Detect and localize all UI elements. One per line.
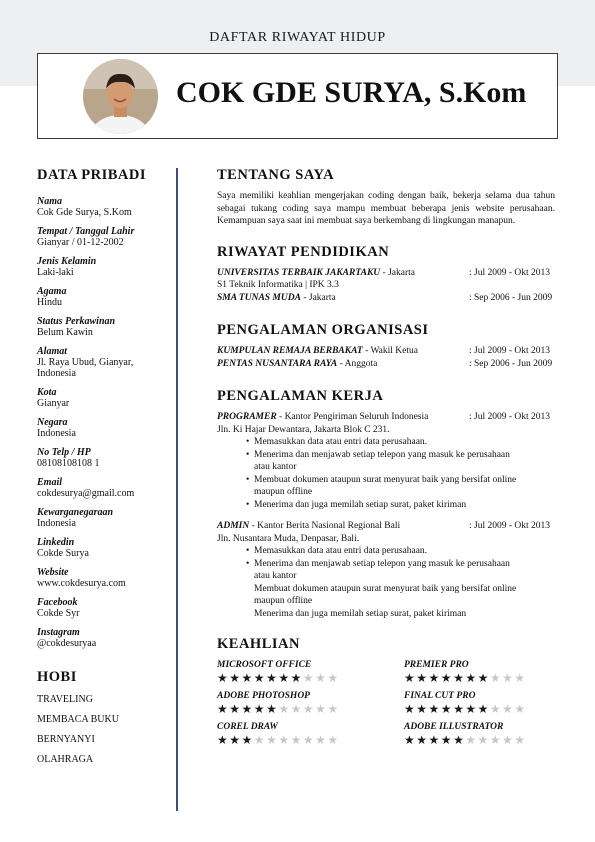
star-empty-icon: ★: [514, 733, 527, 747]
field-value: www.cokdesurya.com: [37, 578, 126, 589]
personal-field: [37, 537, 173, 559]
hobby-item: MEMBACA BUKU: [37, 714, 119, 725]
education-item-title: [217, 267, 415, 280]
field-value: Indonesia: [37, 368, 76, 379]
field-value: Gianyar / 01-12-2002: [37, 237, 124, 248]
personal-heading: DATA PRIBADI: [37, 167, 146, 183]
hobby-item: OLAHRAGA: [37, 754, 94, 765]
personal-field: [37, 627, 173, 649]
work-list: [217, 411, 555, 620]
star-filled-icon: ★: [453, 702, 466, 716]
hobby-item: TRAVELING: [37, 694, 93, 705]
skill-name: ADOBE PHOTOSHOP: [217, 691, 310, 701]
about-heading: TENTANG SAYA: [217, 167, 335, 183]
star-filled-icon: ★: [465, 702, 478, 716]
job-duty: Membuat dokumen ataupun surat menyurat baik yang bersifat online: [254, 583, 517, 594]
job-item: [217, 411, 555, 424]
star-empty-icon: ★: [327, 702, 340, 716]
personal-field: [37, 196, 173, 218]
skill-item: [217, 721, 377, 747]
job-item-title: [217, 411, 428, 424]
job-duty: • Menerima dan juga memilah setiap surat, paket kiriman: [254, 499, 555, 512]
job-duty: • Memasukkan data atau entri data perusahaan.: [254, 545, 555, 558]
skill-name: MICROSOFT OFFICE: [217, 660, 312, 670]
job-duty: • Memasukkan data atau entri data perusahaan.: [254, 436, 555, 449]
education-item-detail: - Jakarta: [300, 292, 336, 303]
skill-name: COREL DRAW: [217, 722, 278, 732]
right-column: [217, 167, 555, 749]
education-item-period: : Jul 2009 - Okt 2013: [469, 267, 551, 278]
skill-rating: [217, 671, 377, 685]
star-filled-icon: ★: [241, 702, 254, 716]
star-filled-icon: ★: [428, 671, 441, 685]
job-duties: [217, 436, 555, 511]
star-empty-icon: ★: [278, 702, 291, 716]
skill-rating: [217, 702, 377, 716]
star-filled-icon: ★: [241, 733, 254, 747]
star-filled-icon: ★: [404, 671, 417, 685]
organization-item: [217, 345, 555, 358]
job-item-title: [217, 520, 400, 533]
education-item: [217, 267, 555, 280]
personal-fields: [37, 196, 173, 649]
skill-item: [217, 690, 377, 716]
job-duty: • Membuat dokumen ataupun surat menyurat baik yang bersifat online: [254, 474, 555, 487]
organization-item-name: PENTAS NUSANTARA RAYA: [217, 358, 338, 369]
star-empty-icon: ★: [327, 671, 340, 685]
star-filled-icon: ★: [253, 702, 267, 716]
field-value: Jl. Raya Ubud, Gianyar,: [37, 357, 134, 368]
personal-field: [37, 507, 173, 529]
star-empty-icon: ★: [266, 733, 279, 747]
organization-item-period: : Sep 2006 - Jun 2009: [469, 358, 553, 369]
field-label: Kota: [37, 387, 57, 398]
personal-field: [37, 477, 173, 499]
star-filled-icon: ★: [477, 702, 490, 716]
about-text: Saya memiliki keahlian mengerjakan coding dengan baik, bekerja selama dua tahun sebagai tukang coding saya mampu membuat beberapa jenis website perusahaan. Kemampuan saya saat ini membuat saya berkembang di lingkungan manapun.: [217, 191, 555, 226]
star-filled-icon: ★: [253, 671, 267, 685]
skill-item: [404, 659, 564, 685]
job-item: [217, 520, 555, 533]
field-label: Linkedin: [37, 537, 75, 548]
field-label: No Telp / HP: [37, 447, 91, 458]
organization-item-title: [217, 345, 418, 358]
profile-photo: [83, 59, 158, 134]
field-label: Negara: [37, 417, 68, 428]
personal-field: [37, 316, 173, 338]
field-label: Nama: [37, 196, 62, 207]
work-heading: PENGALAMAN KERJA: [217, 388, 384, 404]
job-item-detail: - Kantor Berita Nasional Regional Bali: [249, 521, 401, 531]
star-empty-icon: ★: [253, 733, 267, 747]
organization-item-detail: - Wakil Ketua: [362, 346, 418, 356]
job-entry: [217, 520, 555, 620]
skill-item: [404, 690, 564, 716]
skill-rating: [404, 671, 564, 685]
job-duty: • Menerima dan menjawab setiap telepon yang masuk ke perusahaan: [254, 449, 555, 462]
star-filled-icon: ★: [217, 702, 230, 716]
field-label: Email: [37, 477, 63, 488]
star-filled-icon: ★: [217, 733, 230, 747]
personal-field: [37, 597, 173, 619]
star-empty-icon: ★: [502, 671, 515, 685]
field-label: Instagram: [37, 627, 80, 638]
left-column: [37, 167, 173, 765]
personal-field: [37, 567, 173, 589]
job-item-name: ADMIN: [217, 521, 250, 531]
star-filled-icon: ★: [241, 671, 254, 685]
organization-list: [217, 345, 555, 370]
personal-field: [37, 346, 173, 379]
education-item: [217, 292, 555, 305]
organization-item-period: : Jul 2009 - Okt 2013: [469, 346, 551, 356]
star-empty-icon: ★: [290, 733, 303, 747]
education-detail: S1 Teknik Informatika | IPK 3.3: [217, 280, 339, 290]
job-item-period: : Jul 2009 - Okt 2013: [469, 412, 551, 422]
star-empty-icon: ★: [315, 671, 328, 685]
star-filled-icon: ★: [416, 671, 429, 685]
star-filled-icon: ★: [440, 702, 454, 716]
star-empty-icon: ★: [290, 702, 303, 716]
job-item-detail: - Kantor Pengiriman Seluruh Indonesia: [276, 412, 429, 422]
job-duty: Menerima dan juga memilah setiap surat, paket kiriman: [254, 608, 467, 619]
star-empty-icon: ★: [514, 671, 527, 685]
star-empty-icon: ★: [302, 702, 316, 716]
document-title: DAFTAR RIWAYAT HIDUP: [209, 30, 386, 45]
education-list: [217, 267, 555, 305]
personal-field: [37, 387, 173, 409]
star-empty-icon: ★: [514, 702, 527, 716]
field-value: Laki-laki: [37, 267, 74, 278]
field-label: Facebook: [37, 597, 78, 608]
star-filled-icon: ★: [404, 733, 417, 747]
education-item-detail: - Jakarta: [380, 267, 415, 278]
skill-rating: [404, 733, 564, 747]
star-filled-icon: ★: [290, 671, 303, 685]
star-filled-icon: ★: [477, 671, 490, 685]
field-label: Tempat / Tanggal Lahir: [37, 226, 135, 237]
personal-field: [37, 417, 173, 439]
job-duty: maupun offline: [254, 487, 313, 497]
full-name: COK GDE SURYA, S.Kom: [176, 76, 527, 109]
star-filled-icon: ★: [217, 671, 230, 685]
star-filled-icon: ★: [229, 671, 242, 685]
star-filled-icon: ★: [416, 702, 429, 716]
education-item-name: UNIVERSITAS TERBAIK JAKARTAKU: [217, 267, 381, 278]
hobby-item: BERNYANYI: [37, 734, 95, 745]
job-duty: atau kantor: [254, 462, 297, 472]
star-empty-icon: ★: [489, 671, 503, 685]
education-heading: RIWAYAT PENDIDIKAN: [217, 243, 390, 260]
personal-field: [37, 447, 173, 469]
skills-heading: KEAHLIAN: [217, 636, 300, 652]
star-empty-icon: ★: [315, 733, 328, 747]
star-filled-icon: ★: [440, 733, 454, 747]
column-divider: [176, 168, 178, 811]
field-value: Belum Kawin: [37, 327, 93, 338]
field-value: cokdesurya@gmail.com: [37, 488, 135, 499]
job-entry: [217, 411, 555, 511]
field-value: Gianyar: [37, 398, 70, 409]
field-value: Indonesia: [37, 428, 76, 439]
star-empty-icon: ★: [489, 702, 503, 716]
star-filled-icon: ★: [453, 733, 466, 747]
field-label: Status Perkawinan: [37, 316, 116, 327]
job-duty: maupun offline: [254, 596, 313, 606]
star-empty-icon: ★: [477, 733, 490, 747]
star-empty-icon: ★: [315, 702, 328, 716]
star-empty-icon: ★: [278, 733, 291, 747]
star-filled-icon: ★: [266, 671, 279, 685]
skill-name: PREMIER PRO: [404, 660, 469, 670]
field-value: 08108108108 1: [37, 458, 100, 469]
personal-field: [37, 226, 173, 248]
education-item-name: SMA TUNAS MUDA: [217, 292, 301, 303]
star-filled-icon: ★: [278, 671, 291, 685]
hobby-heading: HOBI: [37, 669, 77, 685]
organization-item-detail: - Anggota: [337, 358, 378, 369]
field-value: Cokde Surya: [37, 548, 89, 559]
star-filled-icon: ★: [229, 733, 242, 747]
field-value: Cokde Syr: [37, 608, 80, 619]
job-item-name: PROGRAMER: [217, 412, 277, 422]
skill-rating: [404, 702, 564, 716]
star-empty-icon: ★: [489, 733, 503, 747]
star-empty-icon: ★: [327, 733, 340, 747]
star-empty-icon: ★: [302, 733, 316, 747]
organization-item-title: [217, 358, 377, 371]
organization-item: [217, 358, 555, 371]
job-duty: • Menerima dan menjawab setiap telepon yang masuk ke perusahaan: [254, 558, 555, 571]
star-filled-icon: ★: [428, 702, 441, 716]
field-value: Cok Gde Surya, S.Kom: [37, 207, 132, 218]
field-value: @cokdesuryaa: [37, 638, 97, 649]
star-empty-icon: ★: [465, 733, 478, 747]
star-filled-icon: ★: [229, 702, 242, 716]
job-address: Jln. Ki Hajar Dewantara, Jakarta Blok C 231.: [217, 424, 390, 435]
skill-rating: [217, 733, 377, 747]
field-value: Hindu: [37, 297, 62, 308]
star-empty-icon: ★: [502, 733, 515, 747]
star-filled-icon: ★: [453, 671, 466, 685]
job-duty: atau kantor: [254, 571, 297, 581]
job-item-period: : Jul 2009 - Okt 2013: [469, 521, 551, 531]
field-label: Agama: [37, 286, 67, 297]
field-label: Website: [37, 567, 69, 578]
skills-grid: [217, 659, 555, 749]
star-empty-icon: ★: [502, 702, 515, 716]
personal-field: [37, 256, 173, 278]
field-label: Alamat: [37, 346, 68, 357]
personal-field: [37, 286, 173, 308]
field-label: Kewarganegaraan: [37, 507, 114, 518]
skill-item: [217, 659, 377, 685]
star-empty-icon: ★: [302, 671, 316, 685]
field-label: Jenis Kelamin: [37, 256, 97, 267]
name-banner: [37, 53, 558, 139]
job-duties: [217, 545, 555, 620]
star-filled-icon: ★: [428, 733, 441, 747]
star-filled-icon: ★: [404, 702, 417, 716]
job-address: Jln. Nusantara Muda, Denpasar, Bali.: [217, 533, 360, 544]
organization-item-name: KUMPULAN REMAJA BERBAKAT: [217, 346, 363, 356]
skill-item: [404, 721, 564, 747]
skill-name: FINAL CUT PRO: [404, 691, 476, 701]
skill-name: ADOBE ILLUSTRATOR: [404, 722, 504, 732]
star-filled-icon: ★: [440, 671, 454, 685]
organization-heading: PENGALAMAN ORGANISASI: [217, 322, 429, 338]
star-filled-icon: ★: [266, 702, 279, 716]
education-item-title: [217, 292, 336, 305]
star-filled-icon: ★: [465, 671, 478, 685]
field-value: Indonesia: [37, 518, 76, 529]
star-filled-icon: ★: [416, 733, 429, 747]
hobby-list: [37, 694, 173, 765]
education-item-period: : Sep 2006 - Jun 2009: [469, 292, 553, 303]
